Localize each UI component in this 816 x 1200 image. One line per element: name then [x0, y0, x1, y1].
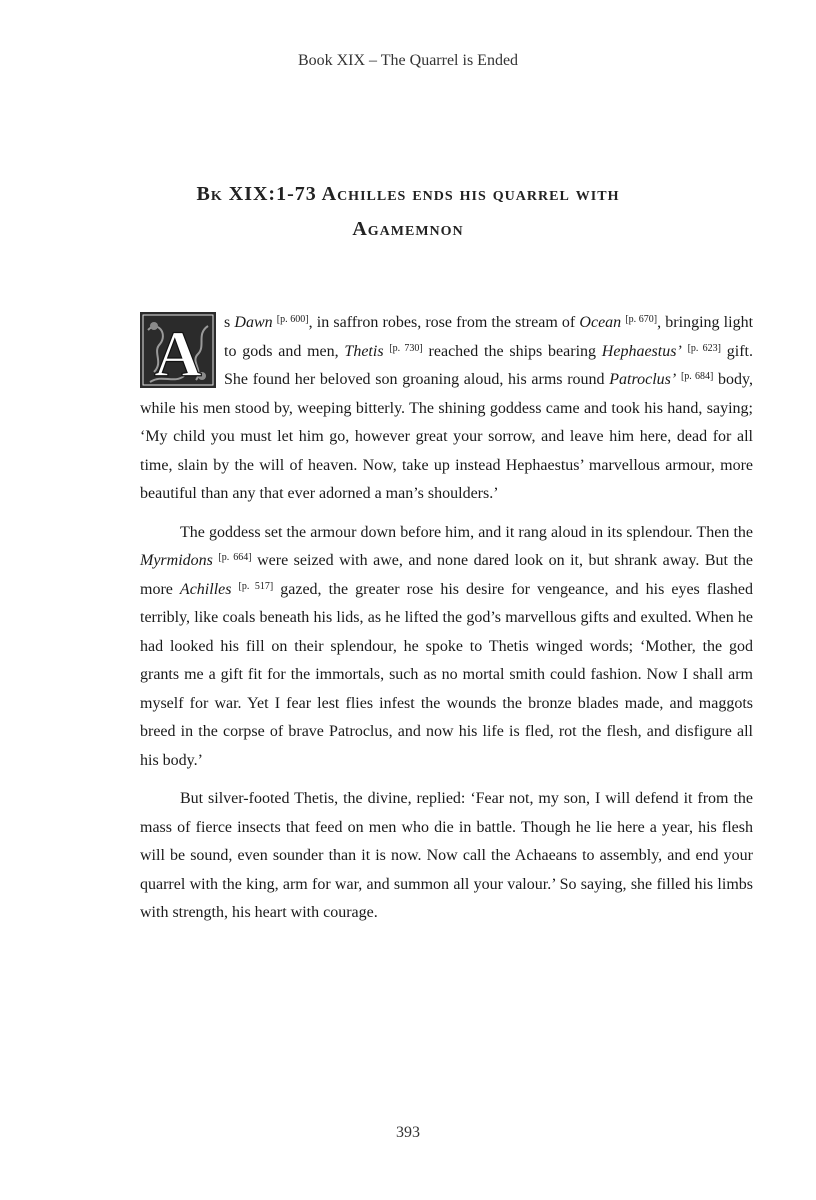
name-myrmidons: Myrmidons: [140, 552, 213, 569]
page-ref[interactable]: [p. 670]: [625, 314, 658, 325]
text-run: But silver-footed Thetis, the divine, replied: ‘Fear not, my son, I will defend it from the mass of fierce insects that feed on men who die in battle. Though he lie here a year, his flesh will be sound, even sounder than it is now. Now call the Achaeans to assembly, and end your quarrel with the king, arm for war, and summon all your valour.’ So saying, she filled his limbs with strength, his heart with courage.: [140, 790, 753, 921]
name-achilles: Achilles: [179, 580, 232, 598]
text-run: , in saffron robes, rose from the stream of: [308, 314, 580, 331]
paragraph-3: [140, 785, 753, 928]
name-hephaestus: Hephaestus’: [601, 342, 682, 360]
text-run: , bringing light to gods and men,: [224, 314, 754, 360]
page-ref[interactable]: [p. 730]: [389, 342, 423, 354]
name-patroclus: Patroclus’: [609, 371, 677, 388]
text-run: gazed, the greater rose his desire for vengeance, and his eyes flashed terribly, like coals beneath his lids, as he lifted the god’s marvellous gifts and exulted. When he had looked his fill on their splendour, he spoke to Thetis winged words; ‘Mother, the god grants me a gift fit for the immortals, such as no mortal smith could fashion. Now I shall arm myself for war. Yet I fear lest flies infest the wounds the bronze blades made, and maggots breed in the corpse of brave Patroclus, and now his life is fled, rot the flesh, and disfigure all his body.’: [140, 580, 754, 769]
chapter-title: Bk XIX:1-73 Achilles ends his quarrel with Agamemnon: [196, 183, 620, 240]
running-head: Book XIX – The Quarrel is Ended: [297, 52, 519, 69]
page-ref[interactable]: [p. 664]: [218, 552, 252, 563]
paragraph-2: [140, 519, 753, 776]
text-run: body, while his men stood by, weeping bitterly. The shining goddess came and took his hand, saying; ‘My child you must let him go, however great your sorrow, and leave him here, dead for all time, slain by the will of heaven. Now, take up instead Hephaestus’ marvellous armour, more beautiful than any that ever adorned a man’s shoulders.’: [140, 371, 754, 502]
name-thetis: Thetis: [344, 342, 384, 360]
text-run: The goddess set the armour down before him, and it rang aloud in its splendour. Then the: [180, 523, 753, 541]
body-text: [140, 309, 753, 938]
dropcap-letter: A: [154, 318, 202, 388]
name-dawn: Dawn: [234, 314, 273, 331]
page-ref[interactable]: [p. 600]: [276, 314, 309, 325]
text-run: s: [224, 314, 235, 331]
paragraph-1: [140, 309, 753, 509]
text-run: were seized with awe, and none dared look on it, but shrank away. But the more: [140, 552, 753, 598]
text-run: gift. She found her beloved son groaning aloud, his arms round: [224, 342, 753, 388]
page-number: 393: [396, 1124, 420, 1141]
page-ref[interactable]: [p. 623]: [687, 342, 721, 354]
text-run: reached the ships bearing: [422, 342, 602, 360]
page-ref[interactable]: [p. 684]: [680, 371, 714, 382]
ornamental-dropcap: [140, 312, 216, 388]
page-ref[interactable]: [p. 517]: [238, 580, 274, 592]
name-ocean: Ocean: [579, 314, 622, 331]
